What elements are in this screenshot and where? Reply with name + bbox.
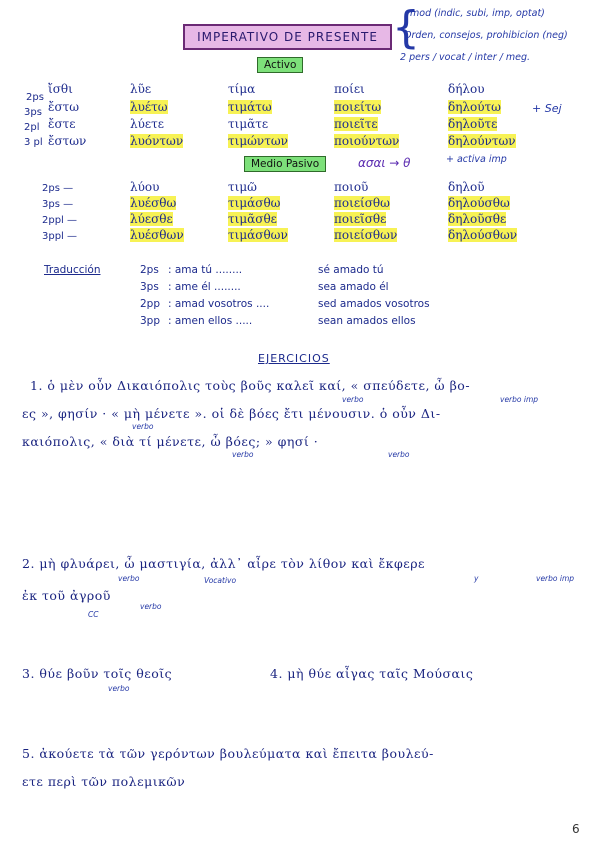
annotation: verbo: [342, 395, 364, 404]
exercise-line: 5. ἀκούετε τὰ τῶν γερόντων βουλεύματα καὶ ἔπειτα βουλεύ-: [22, 746, 434, 761]
trad-person: 2pp: [140, 298, 161, 310]
form-cell: τιμᾶσθε: [228, 212, 277, 226]
form-cell: ποιείτω: [334, 100, 382, 114]
form-cell: λυέσθω: [130, 196, 177, 210]
form-cell: λύετε: [130, 117, 164, 131]
form-cell: λῦε: [130, 82, 152, 96]
page-number: 6: [572, 822, 580, 836]
form-cell: λυόντων: [130, 134, 184, 148]
annotation: verbo: [108, 684, 130, 693]
form-cell: ποίει: [334, 82, 365, 96]
form-cell: ἔστε: [48, 117, 76, 131]
brace-mark: {: [392, 2, 420, 53]
form-cell: δηλοῦσθε: [448, 212, 507, 226]
form-cell: τιμάτω: [228, 100, 272, 114]
section-label-activo: Activo: [257, 57, 303, 73]
form-cell: τιμῶ: [228, 180, 257, 194]
form-cell: δηλούτω: [448, 100, 501, 114]
exercise-line: 1. ὁ μὲν οὖν Δικαιόπολις τοὺς βοῦς καλεῖ καί, « σπεύδετε, ὦ βο-: [30, 378, 471, 393]
trad-person: 3pp: [140, 315, 161, 327]
exercise-line: ες », φησίν · « μὴ μένετε ». οἱ δὲ βόες ἔτι μένουσιν. ὁ οὖν Δι-: [22, 406, 441, 421]
trad-person: 3ps: [140, 281, 159, 293]
annotation: verbo: [118, 574, 140, 583]
form-cell: τιμάσθων: [228, 228, 288, 242]
form-cell: τίμα: [228, 82, 256, 96]
form-cell: ποιεῖσθε: [334, 212, 387, 226]
trad-active: : amad vosotros ....: [168, 298, 270, 310]
person-label: 2ps: [26, 92, 44, 103]
annotation: verbo imp: [536, 574, 575, 583]
annotation: verbo imp: [500, 395, 539, 404]
annotation: verbo: [132, 422, 154, 431]
exercise-line: 3. θύε βοῦν τοῖς θεοῖς: [22, 666, 173, 681]
form-cell: ἴσθι: [48, 82, 73, 96]
trad-active: : amen ellos .....: [168, 315, 253, 327]
side-note-2: Orden, consejos, prohibicion (neg): [404, 30, 568, 41]
page-title: IMPERATIVO DE PRESENTE: [183, 24, 392, 50]
form-cell: λυέτω: [130, 100, 168, 114]
trad-active: : ame él ........: [168, 281, 241, 293]
annotation: CC: [88, 610, 99, 619]
form-cell: ποιοῦ: [334, 180, 369, 194]
person-label: 2ppl —: [42, 215, 78, 226]
annotation: verbo: [388, 450, 410, 459]
form-cell: δήλου: [448, 82, 485, 96]
form-cell: ποιούντων: [334, 134, 400, 148]
annotation: y: [474, 574, 479, 583]
person-label: 3ppl —: [42, 231, 78, 242]
person-label: 3ps: [24, 107, 42, 118]
form-cell: δηλοῦ: [448, 180, 485, 194]
trad-passive: sea amado él: [318, 281, 389, 293]
active-note: + Sej: [532, 102, 562, 115]
mp-note: ασαι → θ: [358, 156, 411, 170]
form-cell: λύεσθε: [130, 212, 173, 226]
exercise-line: ετε περὶ τῶν πολεμικῶν: [22, 774, 186, 789]
form-cell: τιμάσθω: [228, 196, 281, 210]
form-cell: ποιείσθω: [334, 196, 390, 210]
mp-note-extra: + activa imp: [446, 154, 507, 165]
trad-passive: sed amados vosotros: [318, 298, 430, 310]
person-label: 3ps —: [42, 199, 74, 210]
form-cell: ἔστων: [48, 134, 87, 148]
form-cell: τιμᾶτε: [228, 117, 269, 131]
form-cell: τιμώντων: [228, 134, 288, 148]
form-cell: ποιείσθων: [334, 228, 398, 242]
side-note-3: 2 pers / vocat / inter / meg.: [400, 52, 531, 63]
form-cell: δηλούσθω: [448, 196, 510, 210]
form-cell: λύου: [130, 180, 160, 194]
person-label: 2ps —: [42, 183, 74, 194]
exercise-line: 4. μὴ θύε αἶγας ταῖς Μούσαις: [270, 666, 474, 681]
annotation: verbo: [232, 450, 254, 459]
ejercicios-title: EJERCICIOS: [258, 352, 330, 365]
form-cell: δηλοῦτε: [448, 117, 498, 131]
annotation: verbo: [140, 602, 162, 611]
person-label: 2pl: [24, 122, 40, 133]
form-cell: δηλούντων: [448, 134, 516, 148]
form-cell: ποιεῖτε: [334, 117, 378, 131]
section-label-medio-pasivo: Medio Pasivo: [244, 156, 326, 172]
form-cell: λυέσθων: [130, 228, 184, 242]
form-cell: ἔστω: [48, 100, 80, 114]
form-cell: δηλούσθων: [448, 228, 518, 242]
annotation: Vocativo: [204, 576, 237, 585]
trad-passive: sean amados ellos: [318, 315, 416, 327]
person-label: 3 pl: [24, 137, 43, 148]
exercise-line: 2. μὴ φλυάρει, ὦ μαστιγία, ἀλλ᾽ αἶρε τὸν λίθον καὶ ἔκφερε: [22, 556, 426, 571]
trad-person: 2ps: [140, 264, 159, 276]
trad-passive: sé amado tú: [318, 264, 384, 276]
exercise-line: ἐκ τοῦ ἀγροῦ: [22, 588, 111, 603]
exercise-line: καιόπολις, « διὰ τί μένετε, ὦ βόες; » φησί ·: [22, 434, 319, 449]
trad-active: : ama tú ........: [168, 264, 243, 276]
traduccion-label: Traducción: [44, 264, 101, 276]
side-note-1: mod (indic, subi, imp, optat): [410, 8, 545, 19]
